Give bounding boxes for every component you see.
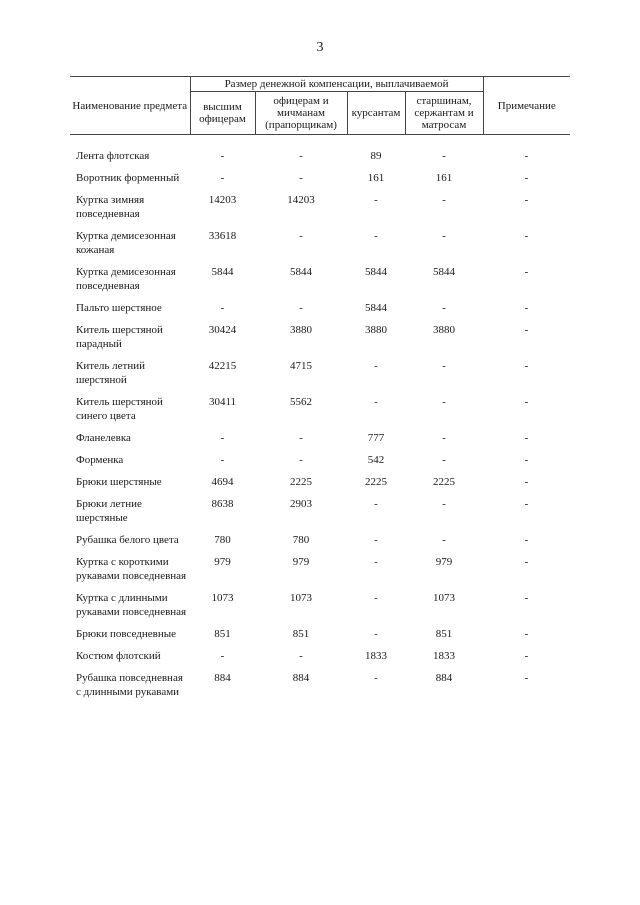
item-name: Брюки летние шерстяные	[76, 498, 142, 524]
value-officers-warrant: -	[299, 454, 303, 466]
value-note: -	[524, 650, 529, 662]
value-officers-warrant: 851	[292, 628, 310, 640]
value-sergeants-sailors: 979	[435, 556, 453, 568]
compensation-table	[70, 76, 570, 707]
value-cadets: 2225	[365, 476, 387, 488]
value-senior-officers: -	[220, 172, 225, 184]
item-name: Брюки повседневные	[76, 628, 177, 640]
header-col-senior-officers: высшим офицерам	[190, 92, 255, 135]
value-cadets: -	[374, 396, 378, 408]
value-officers-warrant: 5844	[290, 266, 312, 278]
value-cadets: -	[374, 592, 378, 604]
value-sergeants-sailors: 161	[435, 172, 453, 184]
value-officers-warrant: 2903	[290, 498, 312, 510]
value-sergeants-sailors: -	[442, 432, 446, 444]
table-row	[70, 431, 570, 453]
value-senior-officers: 979	[214, 556, 231, 568]
table-row	[70, 475, 570, 497]
table-row	[70, 171, 570, 193]
value-officers-warrant: 5562	[290, 396, 312, 408]
value-sergeants-sailors: 1833	[433, 650, 455, 662]
header-note: Примечание	[483, 77, 570, 135]
value-note: -	[524, 150, 529, 162]
value-sergeants-sailors: -	[442, 194, 446, 206]
value-sergeants-sailors: 5844	[433, 266, 455, 278]
value-cadets: 777	[367, 432, 385, 444]
value-officers-warrant: -	[299, 172, 303, 184]
value-note: -	[524, 556, 529, 568]
value-sergeants-sailors: -	[442, 534, 446, 546]
item-name: Лента флотская	[76, 150, 150, 162]
item-name: Куртка с короткими рукавами повседневная	[76, 556, 187, 582]
table-row	[70, 591, 570, 627]
value-senior-officers: 1073	[211, 592, 234, 604]
value-sergeants-sailors: 884	[435, 672, 453, 684]
value-sergeants-sailors: -	[442, 150, 446, 162]
value-note: -	[524, 534, 529, 546]
page-number: 3	[316, 40, 324, 55]
table-body	[70, 135, 570, 708]
value-officers-warrant: 884	[292, 672, 310, 684]
value-sergeants-sailors: 1073	[433, 592, 455, 604]
value-officers-warrant: -	[299, 432, 303, 444]
value-note: -	[524, 498, 529, 510]
value-note: -	[524, 672, 529, 684]
value-officers-warrant: -	[299, 650, 303, 662]
header-col-officers-warrant: офицерам и мичманам (прапорщикам)	[255, 92, 347, 135]
value-senior-officers: -	[220, 454, 225, 466]
value-cadets: 89	[370, 150, 382, 162]
item-name: Пальто шерстяное	[76, 302, 162, 314]
value-sergeants-sailors: -	[442, 454, 446, 466]
value-senior-officers: 780	[214, 534, 231, 546]
table-row	[70, 453, 570, 475]
value-senior-officers: 4694	[211, 476, 234, 488]
value-note: -	[524, 266, 529, 278]
header-name: Наименование предмета	[70, 77, 190, 135]
value-officers-warrant: 4715	[290, 360, 312, 372]
value-cadets: -	[374, 194, 378, 206]
value-cadets: -	[374, 628, 378, 640]
value-cadets: -	[374, 672, 378, 684]
value-cadets: 3880	[365, 324, 387, 336]
value-senior-officers: 5844	[211, 266, 234, 278]
value-senior-officers: 30424	[208, 324, 237, 336]
value-cadets: -	[374, 498, 378, 510]
value-note: -	[524, 194, 529, 206]
table-row	[70, 265, 570, 301]
item-name: Куртка демисезонная повседневная	[76, 266, 176, 292]
table-row	[70, 359, 570, 395]
value-officers-warrant: 14203	[287, 194, 315, 206]
value-cadets: 1833	[365, 650, 387, 662]
item-name: Куртка зимняя повседневная	[76, 194, 145, 220]
value-sergeants-sailors: -	[442, 230, 446, 242]
header-group: Размер денежной компенсации, выплачиваемой	[190, 77, 483, 92]
value-sergeants-sailors: -	[442, 360, 446, 372]
value-cadets: -	[374, 556, 378, 568]
table-row	[70, 649, 570, 671]
value-sergeants-sailors: -	[442, 302, 446, 314]
value-officers-warrant: 2225	[290, 476, 312, 488]
value-note: -	[524, 396, 529, 408]
table-row	[70, 555, 570, 591]
table-header	[70, 77, 570, 135]
value-note: -	[524, 302, 529, 314]
value-sergeants-sailors: -	[442, 498, 446, 510]
value-cadets: -	[374, 534, 378, 546]
value-officers-warrant: -	[299, 150, 303, 162]
value-senior-officers: 42215	[208, 360, 237, 372]
item-name: Рубашка белого цвета	[76, 534, 179, 546]
value-sergeants-sailors: -	[442, 396, 446, 408]
value-cadets: 542	[367, 454, 385, 466]
value-officers-warrant: -	[299, 230, 303, 242]
value-note: -	[524, 432, 529, 444]
table-row	[70, 301, 570, 323]
value-officers-warrant: 1073	[290, 592, 312, 604]
item-name: Китель шерстяной синего цвета	[76, 396, 163, 422]
value-note: -	[524, 476, 529, 488]
table-row	[70, 193, 570, 229]
value-officers-warrant: -	[299, 302, 303, 314]
value-senior-officers: 884	[214, 672, 231, 684]
value-cadets: 161	[367, 172, 385, 184]
table-row	[70, 395, 570, 431]
value-cadets: 5844	[365, 302, 387, 314]
value-senior-officers: 30411	[208, 396, 237, 408]
table-row	[70, 671, 570, 707]
value-senior-officers: 14203	[208, 194, 237, 206]
item-name: Воротник форменный	[76, 172, 180, 184]
value-sergeants-sailors: 851	[435, 628, 453, 640]
value-note: -	[524, 454, 529, 466]
value-note: -	[524, 324, 529, 336]
item-name: Фланелевка	[76, 432, 131, 444]
value-officers-warrant: 780	[292, 534, 310, 546]
item-name: Костюм флотский	[76, 650, 161, 662]
value-senior-officers: -	[220, 650, 225, 662]
value-senior-officers: -	[220, 302, 225, 314]
table-row	[70, 533, 570, 555]
value-senior-officers: 33618	[208, 230, 237, 242]
value-cadets: 5844	[365, 266, 387, 278]
value-senior-officers: -	[220, 150, 225, 162]
item-name: Китель шерстяной парадный	[76, 324, 163, 350]
value-note: -	[524, 592, 529, 604]
value-officers-warrant: 979	[292, 556, 310, 568]
item-name: Форменка	[76, 454, 124, 466]
item-name: Рубашка повседневная с длинными рукавами	[76, 672, 183, 698]
header-col-sergeants-sailors: старшинам, сержантам и матросам	[405, 92, 483, 135]
header-col-cadets: курсантам	[347, 92, 405, 135]
value-officers-warrant: 3880	[290, 324, 312, 336]
table-row	[70, 229, 570, 265]
value-note: -	[524, 360, 529, 372]
value-cadets: -	[374, 360, 378, 372]
item-name: Брюки шерстяные	[76, 476, 162, 488]
item-name: Китель летний шерстяной	[76, 360, 146, 386]
item-name: Куртка демисезонная кожаная	[76, 230, 176, 256]
value-note: -	[524, 230, 529, 242]
value-senior-officers: -	[220, 432, 225, 444]
value-note: -	[524, 172, 529, 184]
table-row	[70, 627, 570, 649]
value-senior-officers: 8638	[211, 498, 234, 510]
table-row	[70, 497, 570, 533]
table-row	[70, 149, 570, 171]
table-row	[70, 323, 570, 359]
value-note: -	[524, 628, 529, 640]
value-cadets: -	[374, 230, 378, 242]
value-sergeants-sailors: 3880	[433, 324, 455, 336]
item-name: Куртка с длинными рукавами повседневная	[76, 592, 187, 618]
value-senior-officers: 851	[214, 628, 231, 640]
value-sergeants-sailors: 2225	[433, 476, 455, 488]
